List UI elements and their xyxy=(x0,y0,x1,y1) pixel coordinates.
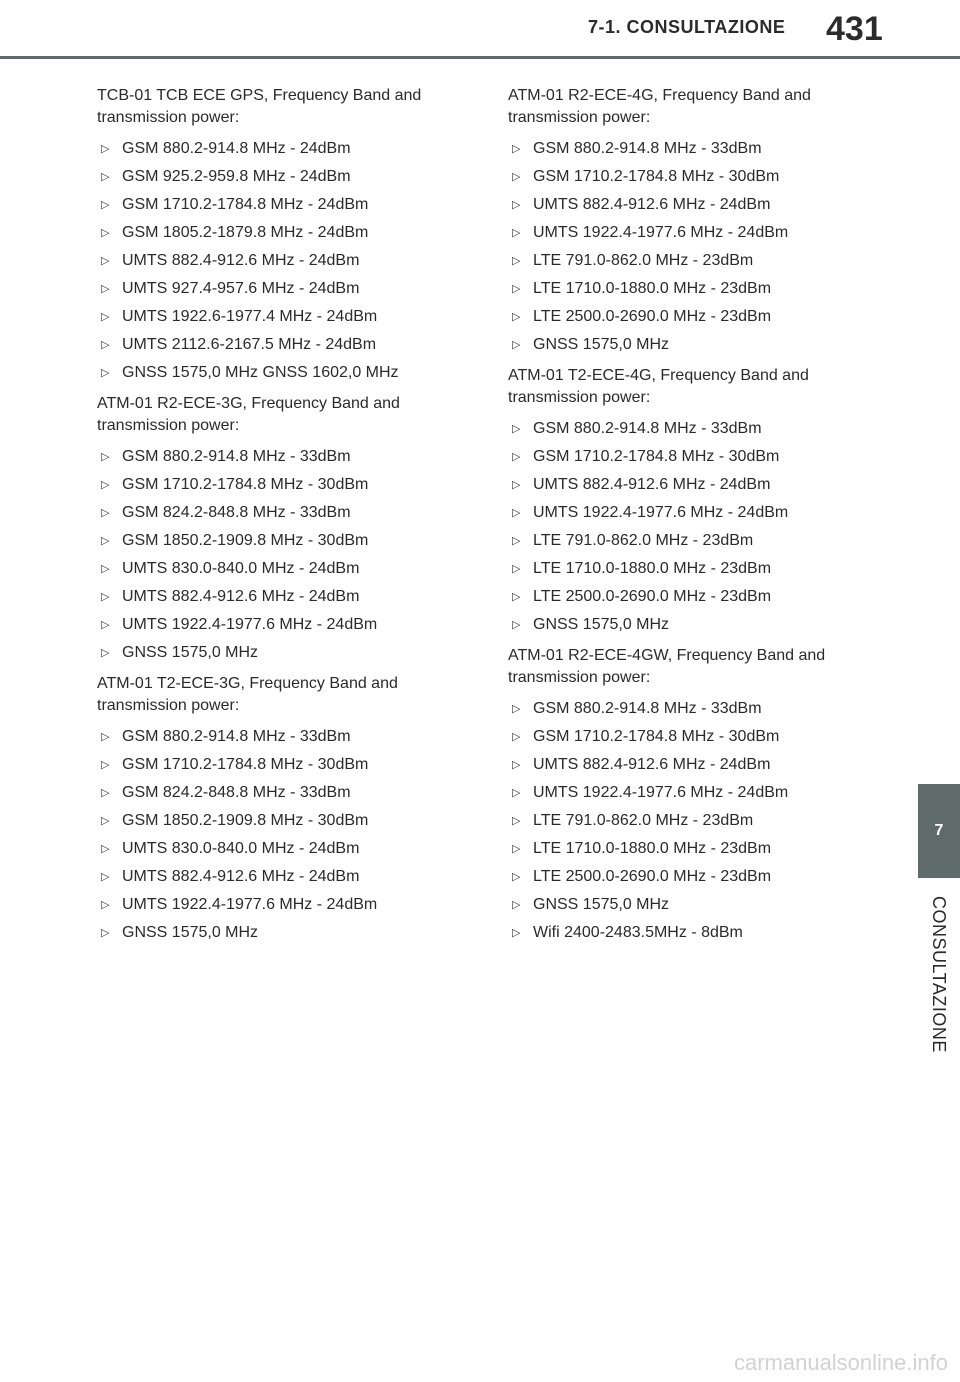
list-item xyxy=(97,863,447,891)
section-title: 7-1. CONSULTAZIONE xyxy=(588,17,786,37)
list-item-text: GSM 1850.2-1909.8 MHz - 30dBm xyxy=(122,812,369,829)
list-item-text: GSM 880.2-914.8 MHz - 33dBm xyxy=(122,728,351,745)
triangle-bullet-icon: ▷ xyxy=(512,479,521,491)
list-item xyxy=(97,807,447,835)
list-item xyxy=(508,275,858,303)
section-heading: ATM-01 R2-ECE-3G, Frequency Band and transmission power: xyxy=(97,395,400,434)
page-number: 431 xyxy=(826,10,883,48)
triangle-bullet-icon: ▷ xyxy=(101,199,110,211)
section-heading: ATM-01 T2-ECE-4G, Frequency Band and transmission power: xyxy=(508,367,809,406)
triangle-bullet-icon: ▷ xyxy=(512,759,521,771)
list-item xyxy=(508,247,858,275)
list-item-text: UMTS 882.4-912.6 MHz - 24dBm xyxy=(533,196,771,213)
list-item xyxy=(97,331,447,359)
list-item-text: GSM 1710.2-1784.8 MHz - 30dBm xyxy=(533,168,780,185)
triangle-bullet-icon: ▷ xyxy=(101,619,110,631)
list-item xyxy=(508,555,858,583)
list-item-text: GSM 824.2-848.8 MHz - 33dBm xyxy=(122,784,351,801)
spec-list xyxy=(97,723,447,947)
triangle-bullet-icon: ▷ xyxy=(512,171,521,183)
triangle-bullet-icon: ▷ xyxy=(101,171,110,183)
triangle-bullet-icon: ▷ xyxy=(101,479,110,491)
list-item xyxy=(508,863,858,891)
list-item xyxy=(508,779,858,807)
section-heading: ATM-01 R2-ECE-4GW, Frequency Band and transmission power: xyxy=(508,647,826,686)
list-item-text: UMTS 882.4-912.6 MHz - 24dBm xyxy=(122,252,360,269)
list-item-text: UMTS 1922.4-1977.6 MHz - 24dBm xyxy=(122,896,378,913)
triangle-bullet-icon: ▷ xyxy=(512,591,521,603)
triangle-bullet-icon: ▷ xyxy=(101,899,110,911)
triangle-bullet-icon: ▷ xyxy=(512,871,521,883)
list-item xyxy=(97,443,447,471)
list-item-text: UMTS 1922.6-1977.4 MHz - 24dBm xyxy=(122,308,378,325)
triangle-bullet-icon: ▷ xyxy=(512,423,521,435)
triangle-bullet-icon: ▷ xyxy=(101,591,110,603)
list-item-text: LTE 1710.0-1880.0 MHz - 23dBm xyxy=(533,560,772,577)
list-item xyxy=(508,723,858,751)
section-heading: TCB-01 TCB ECE GPS, Frequency Band and transmission power: xyxy=(97,87,422,126)
list-item xyxy=(97,527,447,555)
list-item xyxy=(97,835,447,863)
triangle-bullet-icon: ▷ xyxy=(512,255,521,267)
section-heading: ATM-01 R2-ECE-4G, Frequency Band and transmission power: xyxy=(508,87,811,126)
triangle-bullet-icon: ▷ xyxy=(512,927,521,939)
list-item-text: UMTS 882.4-912.6 MHz - 24dBm xyxy=(533,476,771,493)
triangle-bullet-icon: ▷ xyxy=(512,283,521,295)
list-item xyxy=(508,415,858,443)
list-item xyxy=(97,135,447,163)
list-item xyxy=(97,779,447,807)
list-item-text: GSM 1710.2-1784.8 MHz - 24dBm xyxy=(122,196,369,213)
list-item-text: GNSS 1575,0 MHz GNSS 1602,0 MHz xyxy=(122,364,399,381)
list-item-text: GNSS 1575,0 MHz xyxy=(533,616,670,633)
list-item xyxy=(508,191,858,219)
list-item xyxy=(508,835,858,863)
spec-list xyxy=(97,443,447,667)
list-item-text: LTE 791.0-862.0 MHz - 23dBm xyxy=(533,532,754,549)
list-item-text: LTE 1710.0-1880.0 MHz - 23dBm xyxy=(533,840,772,857)
list-item-text: GSM 1710.2-1784.8 MHz - 30dBm xyxy=(533,448,780,465)
list-item-text: GSM 1710.2-1784.8 MHz - 30dBm xyxy=(533,728,780,745)
list-item xyxy=(97,723,447,751)
list-item-text: LTE 791.0-862.0 MHz - 23dBm xyxy=(533,812,754,829)
triangle-bullet-icon: ▷ xyxy=(512,311,521,323)
list-item-text: GSM 1710.2-1784.8 MHz - 30dBm xyxy=(122,756,369,773)
list-item-text: LTE 2500.0-2690.0 MHz - 23dBm xyxy=(533,588,772,605)
list-item xyxy=(508,163,858,191)
triangle-bullet-icon: ▷ xyxy=(512,143,521,155)
spec-list xyxy=(508,135,858,359)
list-item xyxy=(508,443,858,471)
triangle-bullet-icon: ▷ xyxy=(101,563,110,575)
triangle-bullet-icon: ▷ xyxy=(101,339,110,351)
list-item-text: GSM 880.2-914.8 MHz - 33dBm xyxy=(533,700,762,717)
triangle-bullet-icon: ▷ xyxy=(101,451,110,463)
list-item xyxy=(97,611,447,639)
chapter-label: CONSULTAZIONE xyxy=(929,896,949,1053)
list-item xyxy=(508,611,858,639)
list-item-text: LTE 1710.0-1880.0 MHz - 23dBm xyxy=(533,280,772,297)
list-item xyxy=(508,891,858,919)
list-item-text: GNSS 1575,0 MHz xyxy=(122,924,259,941)
list-item xyxy=(508,919,858,947)
triangle-bullet-icon: ▷ xyxy=(512,339,521,351)
watermark: carmanualsonline.info xyxy=(733,1350,948,1375)
section-heading: ATM-01 T2-ECE-3G, Frequency Band and transmission power: xyxy=(97,675,398,714)
triangle-bullet-icon: ▷ xyxy=(101,647,110,659)
list-item xyxy=(97,471,447,499)
triangle-bullet-icon: ▷ xyxy=(101,535,110,547)
list-item-text: UMTS 927.4-957.6 MHz - 24dBm xyxy=(122,280,360,297)
list-item xyxy=(97,275,447,303)
list-item xyxy=(508,751,858,779)
list-item xyxy=(97,583,447,611)
left-column xyxy=(97,85,447,953)
list-item-text: GNSS 1575,0 MHz xyxy=(533,336,670,353)
triangle-bullet-icon: ▷ xyxy=(512,563,521,575)
list-item-text: UMTS 830.0-840.0 MHz - 24dBm xyxy=(122,840,360,857)
list-item-text: UMTS 1922.4-1977.6 MHz - 24dBm xyxy=(122,616,378,633)
list-item xyxy=(508,331,858,359)
list-item xyxy=(97,219,447,247)
triangle-bullet-icon: ▷ xyxy=(512,507,521,519)
triangle-bullet-icon: ▷ xyxy=(512,815,521,827)
list-item xyxy=(508,695,858,723)
list-item-text: UMTS 1922.4-1977.6 MHz - 24dBm xyxy=(533,784,789,801)
list-item-text: LTE 791.0-862.0 MHz - 23dBm xyxy=(533,252,754,269)
list-item-text: UMTS 1922.4-1977.6 MHz - 24dBm xyxy=(533,504,789,521)
list-item-text: UMTS 2112.6-2167.5 MHz - 24dBm xyxy=(122,336,377,353)
triangle-bullet-icon: ▷ xyxy=(512,787,521,799)
list-item-text: UMTS 882.4-912.6 MHz - 24dBm xyxy=(122,868,360,885)
triangle-bullet-icon: ▷ xyxy=(101,815,110,827)
triangle-bullet-icon: ▷ xyxy=(101,255,110,267)
triangle-bullet-icon: ▷ xyxy=(101,143,110,155)
list-item xyxy=(97,247,447,275)
triangle-bullet-icon: ▷ xyxy=(101,927,110,939)
chapter-tab[interactable] xyxy=(918,784,960,878)
triangle-bullet-icon: ▷ xyxy=(101,311,110,323)
list-item-text: GSM 880.2-914.8 MHz - 33dBm xyxy=(122,448,351,465)
list-item-text: GSM 880.2-914.8 MHz - 33dBm xyxy=(533,420,762,437)
spec-list xyxy=(508,695,858,947)
list-item-text: GNSS 1575,0 MHz xyxy=(533,896,670,913)
list-item-text: UMTS 1922.4-1977.6 MHz - 24dBm xyxy=(533,224,789,241)
list-item-text: GSM 880.2-914.8 MHz - 33dBm xyxy=(533,140,762,157)
list-item xyxy=(97,191,447,219)
list-item-text: GSM 1805.2-1879.8 MHz - 24dBm xyxy=(122,224,369,241)
list-item-text: Wifi 2400-2483.5MHz - 8dBm xyxy=(533,924,743,941)
list-item xyxy=(97,891,447,919)
list-item xyxy=(508,807,858,835)
right-column xyxy=(508,85,858,953)
list-item xyxy=(508,219,858,247)
list-item-text: GSM 824.2-848.8 MHz - 33dBm xyxy=(122,504,351,521)
triangle-bullet-icon: ▷ xyxy=(101,227,110,239)
list-item xyxy=(97,359,447,387)
list-item-text: LTE 2500.0-2690.0 MHz - 23dBm xyxy=(533,868,772,885)
spec-list xyxy=(97,135,447,387)
triangle-bullet-icon: ▷ xyxy=(101,843,110,855)
list-item xyxy=(97,303,447,331)
triangle-bullet-icon: ▷ xyxy=(512,843,521,855)
list-item xyxy=(97,555,447,583)
list-item-text: UMTS 882.4-912.6 MHz - 24dBm xyxy=(122,588,360,605)
list-item xyxy=(97,499,447,527)
list-item-text: GSM 925.2-959.8 MHz - 24dBm xyxy=(122,168,351,185)
triangle-bullet-icon: ▷ xyxy=(512,619,521,631)
list-item xyxy=(97,639,447,667)
list-item xyxy=(508,471,858,499)
list-item xyxy=(97,163,447,191)
list-item xyxy=(508,583,858,611)
triangle-bullet-icon: ▷ xyxy=(512,899,521,911)
triangle-bullet-icon: ▷ xyxy=(512,199,521,211)
triangle-bullet-icon: ▷ xyxy=(101,367,110,379)
list-item-text: GSM 1710.2-1784.8 MHz - 30dBm xyxy=(122,476,369,493)
chapter-number: 7 xyxy=(934,822,944,839)
list-item-text: UMTS 882.4-912.6 MHz - 24dBm xyxy=(533,756,771,773)
list-item-text: GSM 1850.2-1909.8 MHz - 30dBm xyxy=(122,532,369,549)
list-item xyxy=(97,751,447,779)
list-item-text: GSM 880.2-914.8 MHz - 24dBm xyxy=(122,140,351,157)
list-item-text: LTE 2500.0-2690.0 MHz - 23dBm xyxy=(533,308,772,325)
triangle-bullet-icon: ▷ xyxy=(101,787,110,799)
spec-list xyxy=(508,415,858,639)
list-item xyxy=(508,303,858,331)
triangle-bullet-icon: ▷ xyxy=(101,507,110,519)
triangle-bullet-icon: ▷ xyxy=(512,703,521,715)
list-item-text: UMTS 830.0-840.0 MHz - 24dBm xyxy=(122,560,360,577)
triangle-bullet-icon: ▷ xyxy=(101,731,110,743)
list-item xyxy=(508,135,858,163)
triangle-bullet-icon: ▷ xyxy=(101,759,110,771)
list-item xyxy=(508,499,858,527)
triangle-bullet-icon: ▷ xyxy=(512,535,521,547)
triangle-bullet-icon: ▷ xyxy=(512,451,521,463)
triangle-bullet-icon: ▷ xyxy=(101,283,110,295)
triangle-bullet-icon: ▷ xyxy=(512,731,521,743)
list-item xyxy=(97,919,447,947)
list-item xyxy=(508,527,858,555)
list-item-text: GNSS 1575,0 MHz xyxy=(122,644,259,661)
triangle-bullet-icon: ▷ xyxy=(512,227,521,239)
header-divider xyxy=(0,56,960,59)
triangle-bullet-icon: ▷ xyxy=(101,871,110,883)
